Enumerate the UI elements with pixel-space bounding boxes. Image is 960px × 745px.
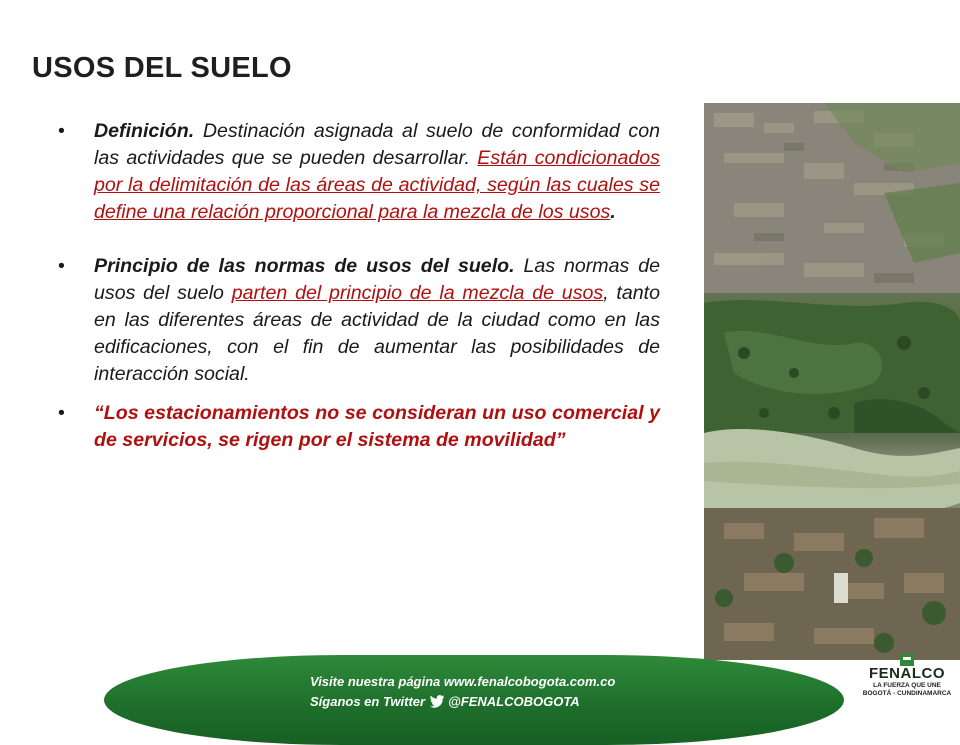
bullet-definicion [58, 118, 660, 226]
twitter-icon [429, 694, 445, 714]
bullet-list [58, 118, 660, 454]
logo-tagline-1: LA FUERZA QUE UNE [873, 682, 941, 689]
bullet-lead: Principio de las normas de usos del suelo. [94, 255, 515, 277]
footer-website[interactable]: Visite nuestra página www.fenalcobogota.com.co [310, 674, 616, 689]
bullet-estacionamientos [58, 400, 660, 454]
footer-text [310, 672, 650, 714]
bullet-highlight: Están condicionados por la delimitación de las áreas de actividad, según las cuales se define una relación proporcional para la mezcla de los usos [94, 147, 660, 223]
logo-name: FENALCO [869, 665, 945, 682]
bullet-highlight: parten del principio de la mezcla de usos [231, 282, 604, 304]
fenalco-logo [862, 654, 952, 714]
bullet-text: Las normas de usos del suelo [94, 255, 660, 304]
footer-twitter-handle: @FENALCOBOGOTA [448, 694, 580, 709]
bullet-text: Destinación asignada al suelo de conformidad con las actividades que se pueden desarrollar. [94, 120, 660, 169]
aerial-photo-illustration [704, 103, 960, 660]
page-title: USOS DEL SUELO [32, 52, 292, 84]
bullet-quote: “Los estacionamientos no se consideran un uso comercial y de servicios, se rigen por el sistema de movilidad” [94, 402, 660, 451]
footer-twitter[interactable] [310, 692, 650, 714]
bullet-end: . [610, 201, 616, 223]
logo-tagline-2: BOGOTÁ - CUNDINAMARCA [862, 690, 952, 697]
aerial-city-photo [704, 103, 960, 660]
footer-twitter-label: Síganos en Twitter [310, 694, 426, 709]
bullet-end: , tanto en las diferentes áreas de actividad de la ciudad como en las edificaciones, con el fin de aumentar las posibilidades de interacción social. [94, 282, 660, 385]
bullet-principio [58, 253, 660, 388]
bullet-lead: Definición. [94, 120, 195, 142]
